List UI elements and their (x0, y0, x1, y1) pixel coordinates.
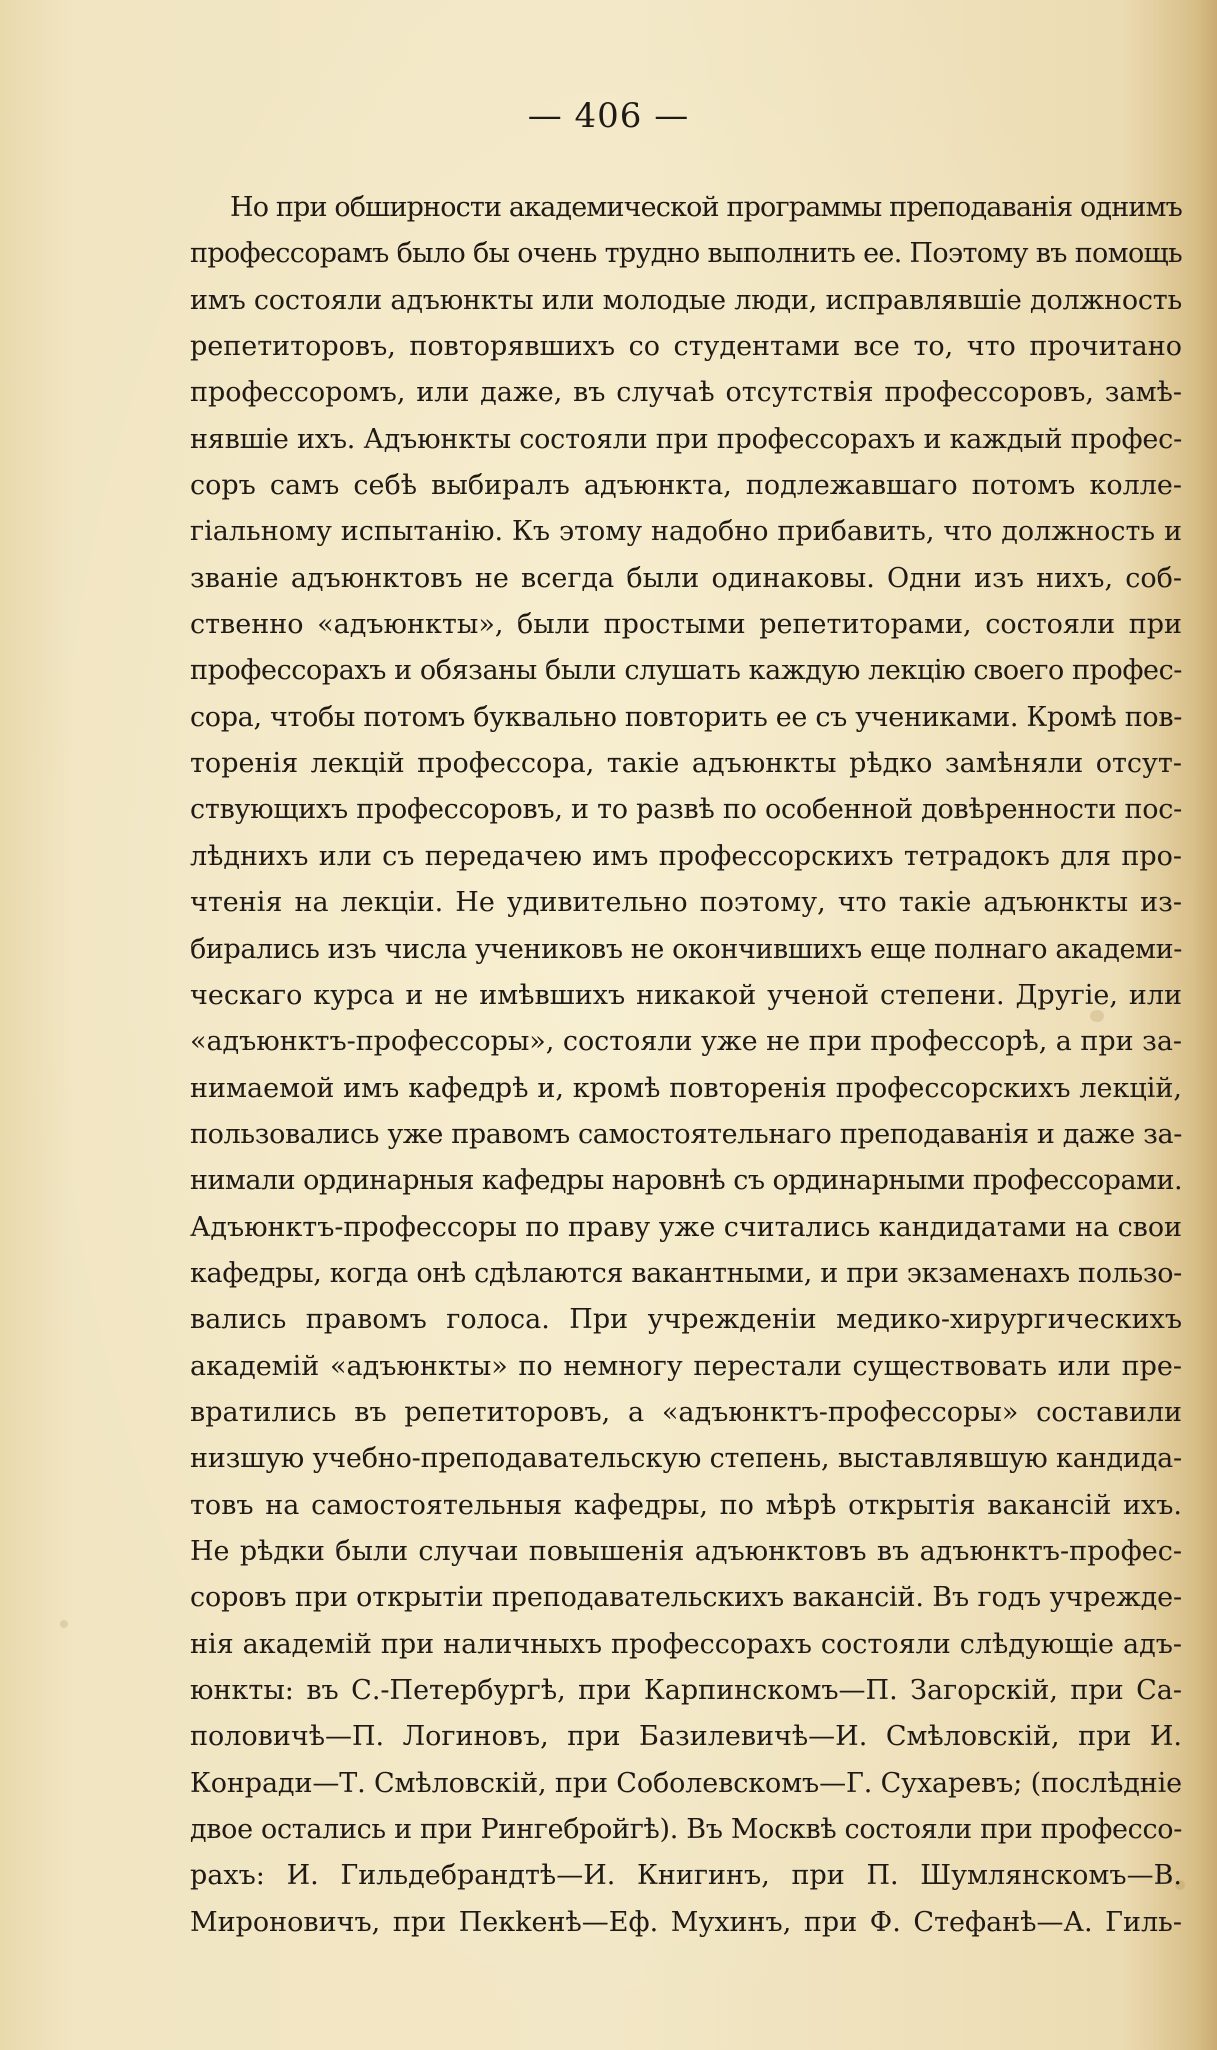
text-line: званіе адъюнктовъ не всегда были одинаковы. Одни изъ нихъ, соб- (190, 562, 1182, 594)
text-line: лѣднихъ или съ передачею имъ профессорскихъ тетрадокъ для про- (190, 840, 1182, 872)
text-line: имъ состояли адъюнкты или молодые люди, исправлявшіе должность (190, 284, 1182, 316)
text-line: репетиторовъ, повторявшихъ со студентами все то, что прочитано (190, 331, 1182, 363)
text-line: Мироновичъ, при Пекkенѣ—Еф. Мухинъ, при Ф. Стефанѣ—А. Гиль- (190, 1906, 1182, 1938)
text-line: профессорахъ и обязаны были слушать каждую лекцію своего профес- (190, 655, 1183, 687)
text-line: нія академій при наличныхъ профессорахъ состояли слѣдующіе адъ- (190, 1628, 1182, 1660)
text-line: соровъ при открытіи преподавательскихъ вакансій. Въ годъ учрежде- (190, 1582, 1182, 1614)
text-line: ческаго курса и не имѣвшихъ никакой ученой степени. Другіе, или (190, 979, 1182, 1011)
body-text (190, 185, 1182, 1946)
text-line: Адъюнктъ-профессоры по праву уже считались кандидатами на свои (190, 1211, 1182, 1243)
text-line: профессоромъ, или даже, въ случаѣ отсутствія профессоровъ, замѣ- (190, 377, 1182, 409)
text-line: ствующихъ профессоровъ, и то развѣ по особенной довѣренности пос- (190, 794, 1182, 826)
page-number: — 406 — (527, 96, 690, 136)
text-line: кафедры, когда онѣ сдѣлаются вакантными, и при экзаменахъ пользо- (190, 1257, 1182, 1289)
text-line: Конради—Т. Смѣловскій, при Соболевскомъ—Г. Сухаревъ; (послѣдніе (190, 1767, 1183, 1799)
text-line: бирались изъ числа учениковъ не окончившихъ еще полнаго академи- (190, 933, 1182, 965)
text-line: чтенія на лекціи. Не удивительно поэтому, что такіе адъюнкты из- (190, 887, 1182, 919)
text-line: нимаемой имъ кафедрѣ и, кромѣ повторенія профессорскихъ лекцій, (190, 1072, 1182, 1104)
text-line: рахъ: И. Гильдебрандтѣ—И. Книгинъ, при П. Шумлянскомъ—В. (190, 1860, 1182, 1892)
text-line: профессорамъ было бы очень трудно выполнить ее. Поэтому въ помощь (190, 238, 1183, 270)
text-line: ственно «адъюнкты», были простыми репетиторами, состояли при (190, 609, 1182, 641)
text-line: академій «адъюнкты» по немногу перестали существовать или пре- (190, 1350, 1182, 1382)
text-line: «адъюнктъ-профессоры», состояли уже не при профессорѣ, а при за- (190, 1026, 1182, 1058)
text-line: вались правомъ голоса. При учрежденіи медико-хирургическихъ (190, 1304, 1182, 1336)
text-line: пользовались уже правомъ самостоятельнаго преподаванія и даже за- (190, 1118, 1183, 1150)
text-line: низшую учебно-преподавательскую степень, выставлявшую кандида- (190, 1443, 1182, 1475)
text-line: торенія лекцій профессора, такіе адъюнкты рѣдко замѣняли отсут- (190, 748, 1182, 780)
text-line: вратились въ репетиторовъ, а «адъюнктъ-профессоры» составили (190, 1396, 1182, 1428)
text-line: двое остались и при Рингебройгѣ). Въ Москвѣ состояли при профессо- (190, 1814, 1182, 1846)
text-line: соръ самъ себѣ выбиралъ адъюнкта, подлежавшаго потомъ колле- (190, 470, 1182, 502)
paper-stain (60, 1620, 68, 1628)
text-line: юнкты: въ С.-Петербургѣ, при Карпинскомъ—П. Загорскій, при Са- (190, 1675, 1182, 1706)
text-line: нявшіе ихъ. Адъюнкты состояли при профессорахъ и каждый профес- (190, 423, 1182, 455)
text-line: сора, чтобы потомъ буквально повторить ее съ учениками. Кромѣ пов- (190, 701, 1182, 733)
text-line: половичѣ—П. Логиновъ, при Базилевичѣ—И. Смѣловскій, при И. (190, 1721, 1182, 1753)
text-line: товъ на самостоятельныя кафедры, по мѣрѣ открытія вакансій ихъ. (190, 1489, 1182, 1521)
text-line: Не рѣдки были случаи повышенія адъюнктовъ въ адъюнктъ-профес- (190, 1535, 1182, 1567)
text-line: нимали ординарныя кафедры наровнѣ съ ординарными профессорами. (190, 1165, 1183, 1197)
text-line: гіальному испытанію. Къ этому надобно прибавить, что должность и (190, 516, 1182, 548)
text-line: Но при обширности академической программы преподаванія однимъ (230, 192, 1183, 223)
